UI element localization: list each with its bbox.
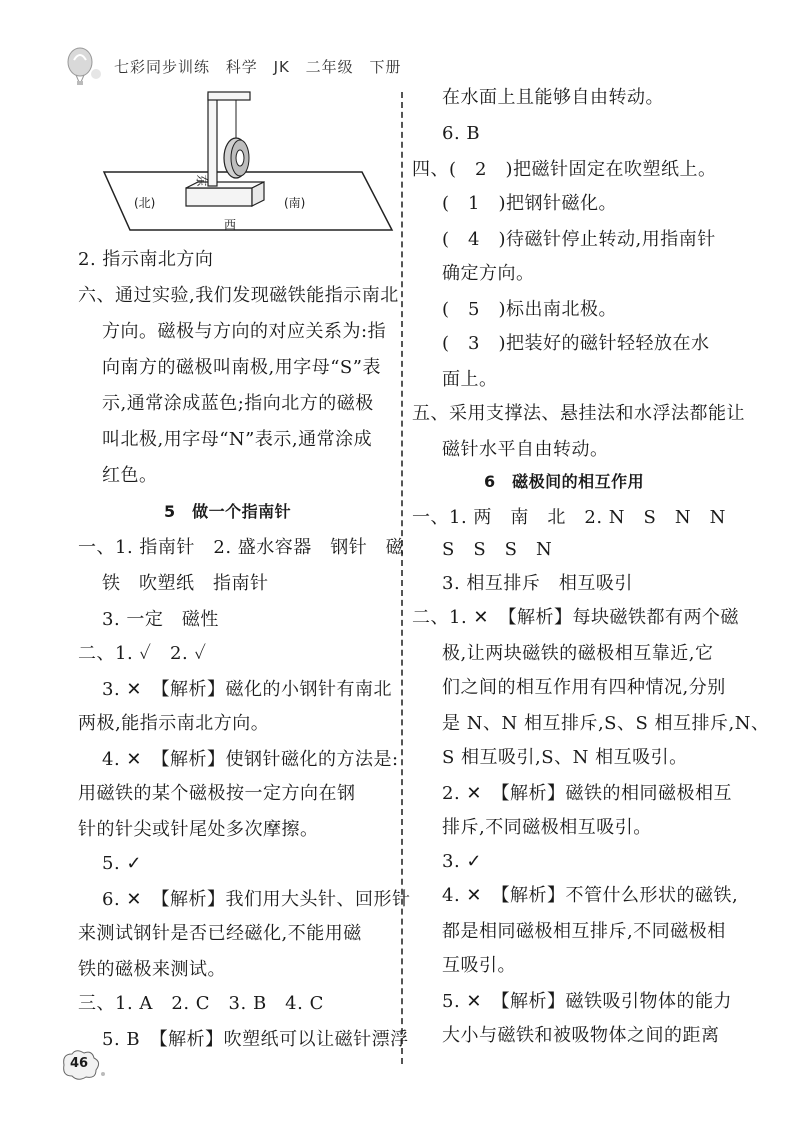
text-line: 3. ✕ 【解析】磁化的小钢针有南北 <box>102 679 392 700</box>
text-line: 大小与磁铁和被吸物体之间的距离 <box>442 1025 720 1046</box>
text-line: 一、1. 两 南 北 2. N S N N <box>412 507 726 528</box>
text-line: 4. ✕ 【解析】使钢针磁化的方法是: <box>102 749 399 770</box>
text-line: 排斥,不同磁极相互吸引。 <box>442 817 652 838</box>
column-divider <box>401 92 403 1064</box>
text-line: S S S N <box>442 539 553 560</box>
text-line: ( 1 )把钢针磁化。 <box>442 193 617 214</box>
suspension-diagram-icon <box>100 90 400 240</box>
text-line: 是 N、N 相互排斥,S、S 相互排斥,N、 <box>442 713 770 734</box>
balloon-logo-icon <box>62 46 106 86</box>
text-line: 二、1. ✕ 【解析】每块磁铁都有两个磁 <box>412 607 739 628</box>
text-line: 4. ✕ 【解析】不管什么形状的磁铁, <box>442 885 739 906</box>
text-line: 五、采用支撑法、悬挂法和水浮法都能让 <box>412 403 745 424</box>
text-line: 互吸引。 <box>442 955 516 976</box>
text-line: 方向。磁极与方向的对应关系为:指 <box>102 321 387 342</box>
text-line: 铁 吹塑纸 指南针 <box>102 573 269 594</box>
text-line: 红色。 <box>102 465 158 486</box>
text-line: 都是相同磁极相互排斥,不同磁极相 <box>442 921 726 942</box>
text-line: 来测试钢针是否已经磁化,不能用磁 <box>78 923 362 944</box>
page-number-badge <box>58 1048 108 1082</box>
text-line: 3. 一定 磁性 <box>102 609 219 630</box>
header-volume: 下册 <box>369 57 402 76</box>
header-edition: JK <box>273 57 290 76</box>
text-line: 四、( 2 )把磁针固定在吹塑纸上。 <box>412 159 717 180</box>
text-line: 铁的磁极来测试。 <box>78 959 226 980</box>
text-line: 3. ✓ <box>442 851 482 872</box>
text-line: 5. ✓ <box>102 853 142 874</box>
text-line: 2. 指示南北方向 <box>78 249 214 270</box>
text-line: 5. ✕ 【解析】磁铁吸引物体的能力 <box>442 991 732 1012</box>
text-line: 确定方向。 <box>442 263 535 284</box>
figure-label-east: 东 <box>194 174 209 187</box>
page-header <box>62 46 762 86</box>
header-title <box>114 56 411 77</box>
text-line: 3. 相互排斥 相互吸引 <box>442 573 633 594</box>
text-line: 2. ✕ 【解析】磁铁的相同磁极相互 <box>442 783 732 804</box>
text-line: 叫北极,用字母“N”表示,通常涂成 <box>102 429 373 450</box>
text-line: 针的针尖或针尾处多次摩擦。 <box>78 819 319 840</box>
text-line: 5. B 【解析】吹塑纸可以让磁针漂浮 <box>102 1029 409 1050</box>
text-line: ( 3 )把装好的磁针轻轻放在水 <box>442 333 710 354</box>
figure-label-north: (北) <box>134 196 156 210</box>
figure-label-west: 西 <box>224 218 237 232</box>
text-line: 二、1. ✓ 2. ✓ <box>78 643 207 664</box>
text-line: 六、通过实验,我们发现磁铁能指示南北 <box>78 285 399 306</box>
section-heading-5: 5 做一个指南针 <box>164 502 292 521</box>
text-line: 一、1. 指南针 2. 盛水容器 钢针 磁 <box>78 537 405 558</box>
text-line: 两极,能指示南北方向。 <box>78 713 270 734</box>
text-line: 面上。 <box>442 369 498 390</box>
suspended-magnet-figure <box>100 90 400 240</box>
header-subject: 科学 <box>225 57 258 76</box>
page-number: 46 <box>70 1056 89 1071</box>
text-line: 极,让两块磁铁的磁极相互靠近,它 <box>442 643 714 664</box>
text-line: ( 5 )标出南北极。 <box>442 299 617 320</box>
text-line: 们之间的相互作用有四种情况,分别 <box>442 677 726 698</box>
text-line: 向南方的磁极叫南极,用字母“S”表 <box>102 357 381 378</box>
text-line: 示,通常涂成蓝色;指向北方的磁极 <box>102 393 374 414</box>
text-line: 磁针水平自由转动。 <box>442 439 609 460</box>
text-line: S 相互吸引,S、N 相互吸引。 <box>442 747 688 768</box>
text-line: 在水面上且能够自由转动。 <box>442 87 664 108</box>
figure-label-south: (南) <box>284 196 306 210</box>
text-line: ( 4 )待磁针停止转动,用指南针 <box>442 229 716 250</box>
text-line: 6. ✕ 【解析】我们用大头针、回形针 <box>102 889 411 910</box>
text-line: 三、1. A 2. C 3. B 4. C <box>78 993 324 1014</box>
header-grade: 二年级 <box>305 57 354 76</box>
header-series: 七彩同步训练 <box>114 57 211 76</box>
text-line: 用磁铁的某个磁极按一定方向在钢 <box>78 783 356 804</box>
section-heading-6: 6 磁极间的相互作用 <box>484 472 645 491</box>
text-line: 6. B <box>442 123 481 144</box>
